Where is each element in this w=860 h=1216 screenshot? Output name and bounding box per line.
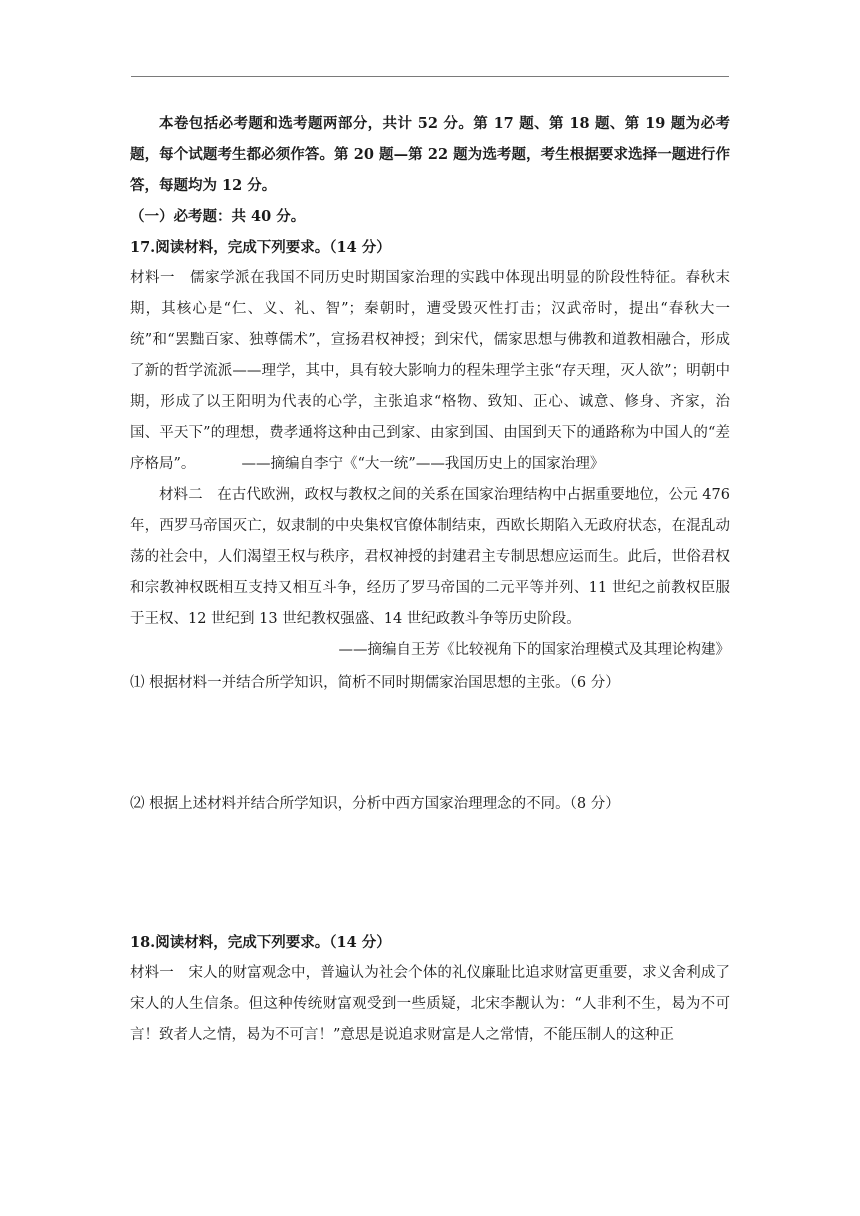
question-17-material-2: 材料二 在古代欧洲，政权与教权之间的关系在国家治理结构中占据重要地位，公元 476 年，西罗马帝国灭亡，奴隶制的中央集权官僚体制结束，西欧长期陷入无政府状态，在混乱动荡的社会中，人们渴望王权与秩序，君权神授的封建君主专制思想应运而生。此后，世俗君权和宗教神权既相互支持又相互斗争，经历了罗马帝国的二元平等并列、11 世纪之前教权臣服于王权、12 世纪到 13 世纪教权强盛、14 世纪政教斗争等历史阶段。 xyxy=(130,487,730,627)
question-18-title: 18.阅读材料，完成下列要求。（14 分） xyxy=(130,934,391,951)
question-18-material-1: 材料一 宋人的财富观念中，普遍认为社会个体的礼仪廉耻比追求财富更重要，求义舍利成了宋人的人生信条。但这种传统财富观受到一些质疑，北宋李觏认为：“人非利不生，曷为不可言！致者人之情，曷为不可言！”意思是说追求财富是人之常情，不能压制人的这种正 xyxy=(130,965,730,1043)
material-2-source: ——摘编自王芳《比较视角下的国家治理模式及其理论构建》 xyxy=(338,642,730,658)
question-17-sub-2: ⑵ 根据上述材料并结合所学知识，分析中西方国家治理理念的不同。（8 分） xyxy=(130,796,620,812)
question-17-material-1 xyxy=(130,263,730,480)
section-required-heading: （一）必考题：共 40 分。 xyxy=(130,208,306,225)
question-17-sub-1: ⑴ 根据材料一并结合所学知识，简析不同时期儒家治国思想的主张。（6 分） xyxy=(130,675,620,691)
header-rule xyxy=(131,76,729,77)
material-1-text: 材料一 儒家学派在我国不同历史时期国家治理的实践中体现出明显的阶段性特征。春秋末期，其核心是“仁、义、礼、智”；秦朝时，遭受毁灭性打击；汉武帝时，提出“春秋大一统”和“罢黜百家、独尊儒术”，宣扬君权神授；到宋代，儒家思想与佛教和道教相融合，形成了新的哲学流派——理学，其中，具有较大影响力的程朱理学主张“存天理，灭人欲”；明朝中期，形成了以王阳明为代表的心学，主张追求“格物、致知、正心、诚意、修身、齐家，治国、平天下”的理想，费孝通将这种由己到家、由家到国、由国到天下的通路称为中国人的“差序格局”。 xyxy=(130,270,730,472)
question-17-title: 17.阅读材料，完成下列要求。（14 分） xyxy=(130,239,391,256)
exam-page xyxy=(130,108,730,1051)
section-intro: 本卷包括必考题和选考题两部分，共计 52 分。第 17 题、第 18 题、第 19 题为必考题，每个试题考生都必须作答。第 20 题—第 22 题为选考题，考生根据要求选择一题进行作答，每题均为 12 分。 xyxy=(130,115,730,194)
answer-space-2 xyxy=(130,820,730,927)
material-1-source: ——摘编自李宁《“大一统”——我国历史上的国家治理》 xyxy=(241,456,605,472)
answer-space-1 xyxy=(130,699,730,789)
